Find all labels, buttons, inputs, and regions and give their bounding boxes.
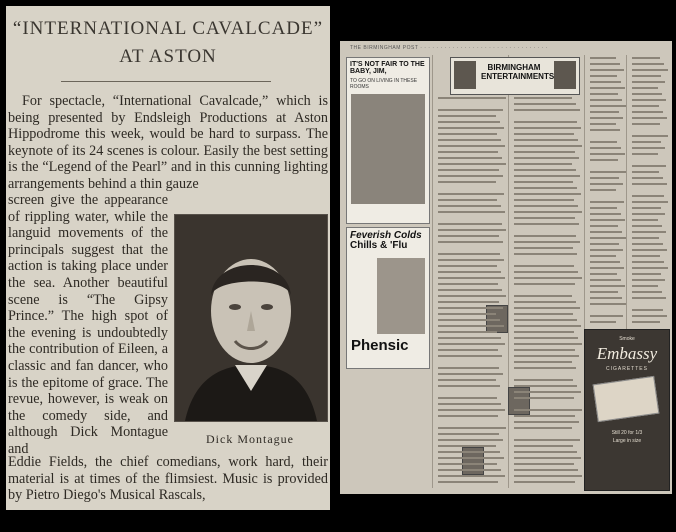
text-line: [438, 295, 506, 297]
headline-rule: [61, 81, 271, 82]
text-line: [590, 225, 618, 227]
text-line: [514, 235, 576, 237]
entertainments-banner: [450, 57, 580, 95]
newspaper-clipping: [6, 6, 330, 510]
article-paragraph-3: Eddie Fields, the chief comedians, work hard, their material is at times of the flimsiest. Music is provided by Pietro Diego's Musical Rascals,: [8, 454, 328, 504]
text-line: [632, 135, 668, 137]
text-line: [632, 153, 658, 155]
text-line: [514, 217, 575, 219]
text-line: [514, 163, 572, 165]
text-line: [438, 439, 503, 441]
text-line: [590, 81, 621, 83]
text-line: [514, 193, 581, 195]
embassy-tag2: Large in size: [612, 438, 642, 444]
ad-baby-rooms: [346, 57, 430, 224]
text-line: [632, 75, 661, 77]
text-line: [514, 385, 577, 387]
text-line: [438, 433, 499, 435]
text-line: [514, 277, 582, 279]
text-line: [514, 157, 579, 159]
banner-portrait-left: [454, 61, 476, 89]
text-line: [632, 291, 662, 293]
text-line: [438, 199, 497, 201]
text-line: [514, 151, 575, 153]
text-line: [514, 325, 581, 327]
text-line: [438, 349, 498, 351]
text-line: [438, 469, 501, 471]
ad-cold-illustration: [377, 258, 425, 334]
text-line: [438, 307, 503, 309]
text-line: [632, 99, 666, 101]
text-line: [632, 177, 663, 179]
text-line: [514, 355, 579, 357]
text-line: [438, 325, 504, 327]
text-line: [632, 81, 665, 83]
text-line: [590, 285, 625, 287]
text-line: [514, 397, 574, 399]
text-line: [438, 121, 500, 123]
text-line: [438, 415, 498, 417]
text-line: [632, 57, 660, 59]
text-line: [514, 415, 575, 417]
text-line: [438, 175, 503, 177]
text-line: [632, 69, 668, 71]
text-line: [632, 225, 662, 227]
text-line: [632, 297, 666, 299]
text-line: [590, 267, 624, 269]
text-line: [590, 57, 616, 59]
text-line: [438, 181, 496, 183]
text-line: [590, 129, 620, 131]
text-line: [590, 189, 616, 191]
text-line: [514, 187, 577, 189]
text-line: [514, 349, 575, 351]
text-line: [514, 109, 580, 111]
headline-line1: “INTERNATIONAL CAVALCADE”: [12, 18, 324, 39]
ad-brand: Phensic: [351, 337, 409, 354]
text-line: [438, 253, 500, 255]
text-line: [438, 157, 502, 159]
text-line: [438, 265, 497, 267]
text-line: [514, 361, 572, 363]
portrait-photo: [174, 214, 328, 422]
text-line: [632, 249, 667, 251]
text-line: [514, 457, 581, 459]
text-line: [514, 367, 576, 369]
text-line: [514, 139, 578, 141]
text-line: [590, 237, 626, 239]
column-divider: [508, 55, 509, 488]
text-line: [438, 457, 504, 459]
ad-cold-title2: Chills & 'Flu: [350, 240, 408, 251]
text-line: [438, 427, 506, 429]
text-line: [438, 127, 504, 129]
text-line: [632, 201, 668, 203]
text-line: [438, 319, 500, 321]
text-line: [632, 267, 668, 269]
text-line: [590, 123, 616, 125]
text-line: [590, 75, 617, 77]
text-line: [438, 403, 501, 405]
text-line: [590, 105, 626, 107]
text-line: [514, 253, 577, 255]
text-line: [438, 385, 500, 387]
embassy-tag1: Still 20 for 1/3: [611, 430, 643, 436]
text-line: [438, 193, 504, 195]
text-line: [438, 355, 502, 357]
text-line: [514, 133, 574, 135]
text-line: [438, 241, 503, 243]
text-line: [632, 111, 663, 113]
text-line: [438, 475, 505, 477]
text-line: [590, 87, 625, 89]
text-line: [438, 445, 496, 447]
text-line: [438, 331, 497, 333]
text-line: [590, 291, 618, 293]
headline-line2: AT ASTON: [119, 46, 217, 67]
text-line: [514, 181, 573, 183]
text-line: [590, 171, 626, 173]
text-line: [632, 309, 663, 311]
text-line: [438, 133, 497, 135]
cigarette-pack: [593, 376, 660, 422]
text-line: [438, 115, 496, 117]
text-line: [438, 139, 501, 141]
text-line: [590, 231, 622, 233]
text-line: [590, 183, 623, 185]
text-line: [632, 87, 658, 89]
text-line: [514, 121, 577, 123]
text-line: [514, 307, 580, 309]
text-line: [632, 321, 660, 323]
ad-baby-sub: TO GO ON LIVING IN THESE ROOMS: [350, 78, 418, 90]
text-line: [514, 145, 582, 147]
text-line: [590, 111, 619, 113]
text-line: [438, 379, 496, 381]
text-line: [590, 249, 623, 251]
banner-portrait-right: [554, 61, 576, 89]
text-line: [632, 255, 660, 257]
ad-baby-illustration: [351, 94, 425, 204]
text-line: [590, 207, 617, 209]
text-line: [632, 195, 664, 197]
photo-caption: Dick Montague: [206, 432, 294, 446]
embassy-brand: Embassy: [596, 344, 658, 363]
text-line: [514, 271, 578, 273]
text-line: [514, 451, 577, 453]
text-line: [438, 451, 500, 453]
article-wrap-column: screen give the appearance of rippling water, while the languid movements of the principals suggest that the action is taking place under the sea. Another beautiful scene is “The Gipsy Prince.” The high spot of the evening is undoubtedly the contribution of Eileen, a classic and fan dancer, who is the epitome of grace. The revue, however, is weak on the comedy side, and although Dick Montague and: [8, 192, 168, 457]
newspaper-page-thumbnail: [340, 41, 672, 494]
text-line: [590, 315, 623, 317]
text-line: [590, 213, 621, 215]
text-line: [590, 99, 622, 101]
embassy-top: Smoke: [619, 336, 635, 342]
embassy-sub: CIGARETTES: [606, 366, 648, 372]
text-line: [438, 367, 499, 369]
text-line: [590, 255, 616, 257]
text-line: [632, 273, 661, 275]
text-line: [438, 169, 499, 171]
text-line: [590, 177, 619, 179]
text-line: [438, 223, 502, 225]
text-line: [632, 105, 659, 107]
text-line: [514, 445, 573, 447]
text-line: [632, 117, 667, 119]
text-line: [438, 397, 497, 399]
text-line: [514, 481, 575, 483]
text-line: [438, 289, 502, 291]
text-line: [514, 295, 572, 297]
text-line: [632, 171, 659, 173]
text-line: [514, 211, 582, 213]
text-line: [590, 153, 625, 155]
text-line: [590, 63, 620, 65]
text-line: [438, 313, 496, 315]
text-line: [438, 97, 506, 99]
text-line: [514, 97, 572, 99]
text-line: [438, 145, 505, 147]
text-line: [632, 165, 666, 167]
text-line: [590, 303, 626, 305]
text-line: [438, 259, 504, 261]
text-line: [438, 271, 501, 273]
text-line: [514, 175, 580, 177]
text-line: [590, 159, 618, 161]
text-line: [438, 463, 497, 465]
text-line: [514, 223, 579, 225]
text-line: [514, 313, 573, 315]
text-line: [438, 409, 505, 411]
text-line: [514, 283, 575, 285]
text-line: [514, 469, 578, 471]
text-line: [590, 261, 620, 263]
text-line: [632, 279, 665, 281]
text-line: [438, 205, 501, 207]
text-line: [590, 219, 625, 221]
text-line: [632, 183, 667, 185]
text-line: [590, 93, 618, 95]
text-line: [514, 247, 573, 249]
text-line: [514, 427, 572, 429]
text-line: [632, 261, 664, 263]
text-line: [438, 211, 505, 213]
column-divider: [432, 55, 433, 488]
text-line: [590, 243, 619, 245]
text-line: [590, 279, 621, 281]
text-line: [632, 315, 667, 317]
ad-embassy-cigarettes: [584, 329, 670, 491]
text-line: [632, 141, 661, 143]
text-line: [438, 163, 506, 165]
text-line: [514, 475, 582, 477]
text-line: [632, 63, 664, 65]
banner-title: BIRMINGHAM ENTERTAINMENTS: [481, 63, 555, 81]
text-line: [632, 231, 666, 233]
text-line: [438, 235, 499, 237]
text-line: [632, 219, 658, 221]
text-line: [514, 379, 573, 381]
text-line: [514, 265, 574, 267]
text-line: [632, 243, 663, 245]
text-line: [514, 463, 574, 465]
page-masthead: THE BIRMINGHAM POST · · · · · · · · · · · · · · · · · · · · · · · · · · · · · · · ·: [350, 45, 549, 51]
text-line: [590, 117, 623, 119]
text-line: [590, 141, 617, 143]
ad-baby-title: IT'S NOT FAIR TO THE BABY, JIM,: [350, 61, 425, 75]
text-line: [514, 319, 577, 321]
text-line: [632, 285, 658, 287]
text-line: [590, 273, 617, 275]
text-line: [590, 321, 616, 323]
text-line: [590, 147, 621, 149]
text-line: [438, 337, 501, 339]
portrait-illustration: [175, 215, 327, 421]
text-line: [514, 391, 581, 393]
text-line: [514, 199, 574, 201]
text-line: [514, 409, 582, 411]
text-line: [514, 343, 582, 345]
text-line: [514, 301, 576, 303]
ad-cold-title1: Feverish Colds: [350, 230, 422, 241]
text-line: [438, 283, 498, 285]
ad-feverish-colds: [346, 227, 430, 369]
article-paragraph-1: For spectacle, “International Cavalcade,” which is being presented by Endsleigh Productions at Aston Hippodrome this week, would be hard to surpass. The keynote of its 24 scenes is colour. Easily the best setting is the “Legend of the Pearl” and in this cunning lighting arrangements behind a thin gauze: [8, 93, 328, 192]
text-line: [438, 343, 505, 345]
text-line: [514, 439, 580, 441]
text-line: [514, 421, 579, 423]
text-line: [590, 297, 622, 299]
text-line: [632, 147, 665, 149]
text-line: [590, 201, 624, 203]
text-line: [438, 277, 505, 279]
text-line: [514, 337, 578, 339]
text-line: [438, 229, 506, 231]
text-line: [632, 207, 661, 209]
text-line: [632, 237, 659, 239]
text-line: [514, 241, 580, 243]
text-line: [438, 481, 498, 483]
text-line: [514, 169, 576, 171]
text-line: [632, 213, 665, 215]
text-line: [438, 301, 499, 303]
text-line: [514, 331, 574, 333]
text-line: [590, 69, 624, 71]
text-line: [438, 109, 503, 111]
text-line: [632, 93, 662, 95]
text-line: [438, 151, 498, 153]
text-line: [514, 103, 576, 105]
text-line: [514, 205, 578, 207]
text-line: [438, 373, 503, 375]
text-line: [632, 123, 660, 125]
text-line: [514, 127, 581, 129]
